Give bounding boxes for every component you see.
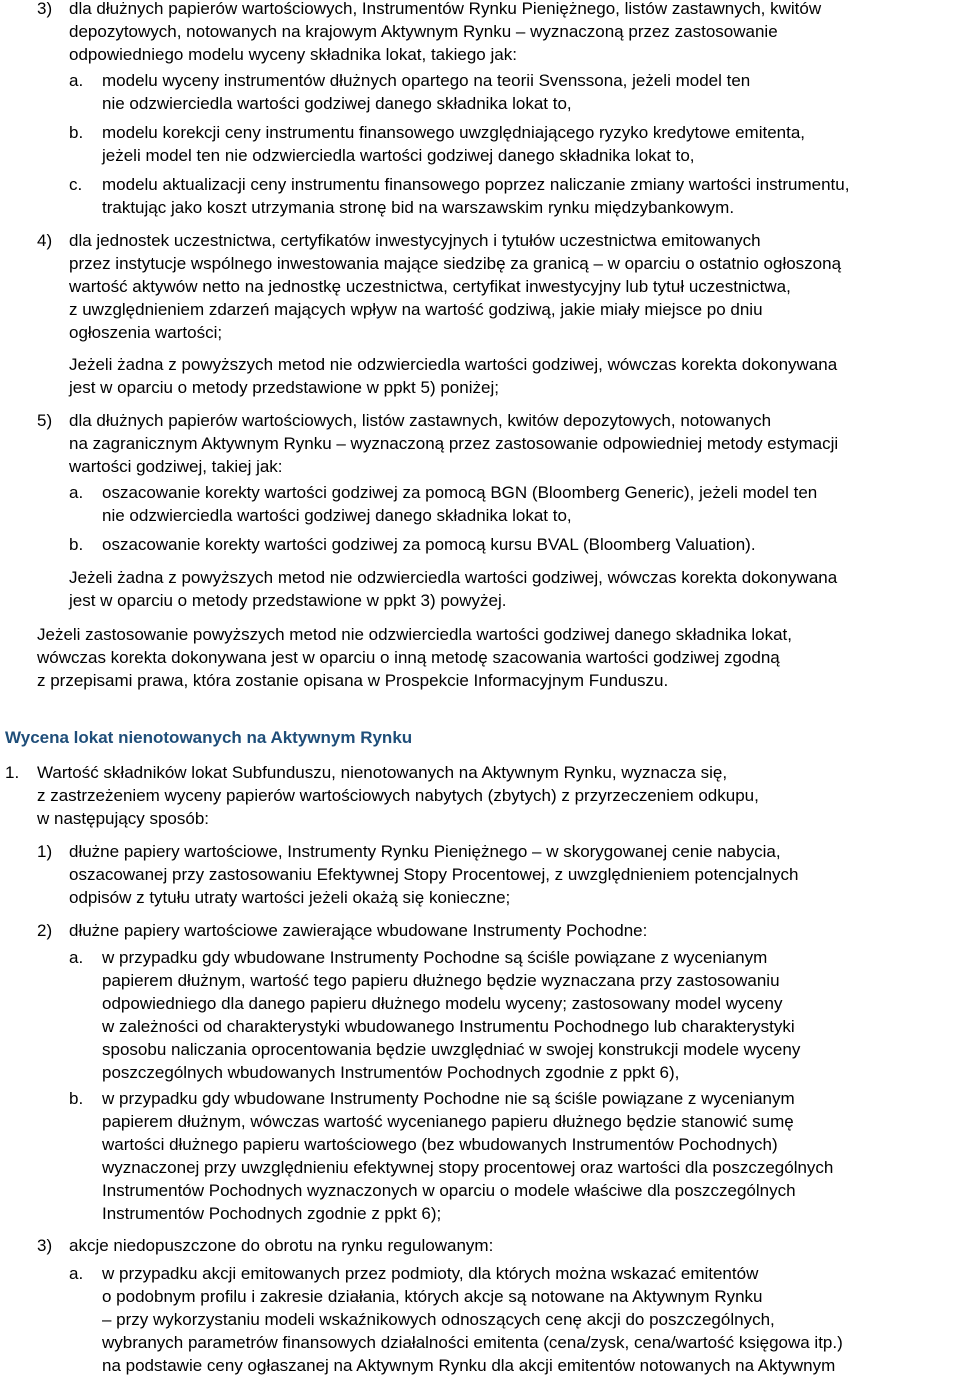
sub-item-text: modelu wyceny instrumentów dłużnych opartego na teorii Svenssona, jeżeli model ten nie odzwierciedla wartości godziwej danego składnika lokat to, xyxy=(102,71,751,113)
list-number: 1. xyxy=(5,763,20,782)
sub-item-text: oszacowanie korekty wartości godziwej za pomocą kursu BVAL (Bloomberg Valuation). xyxy=(102,535,756,554)
note-paragraph: Jeżeli żadna z powyższych metod nie odzwierciedla wartości godziwej, wówczas korekta dokonywana jest w oparciu o metody przedstawione w ppkt 3) powyżej. xyxy=(69,568,838,610)
sub-letter: b. xyxy=(69,1089,84,1108)
sub-letter: c. xyxy=(69,175,83,194)
sub-item-text: oszacowanie korekty wartości godziwej za pomocą BGN (Bloomberg Generic), jeżeli model ten nie odzwierciedla wartości godziwej danego składnika lokat to, xyxy=(102,483,818,525)
sub-letter: b. xyxy=(69,535,84,554)
list-item-text: dłużne papiery wartościowe, Instrumenty Rynku Pieniężnego – w skorygowanej cenie nabycia, oszacowanej przy zastosowaniu Efektywnej Stopy Procentowej, z uwzględnieniem potencjalnych odpisów z tytułu utraty wartości jeżeli okażą się konieczne; xyxy=(69,842,799,907)
sub-item-text: modelu korekcji ceny instrumentu finansowego uwzględniającego ryzyko kredytowe emitenta, jeżeli model ten nie odzwierciedla wartości godziwej danego składnika lokat to, xyxy=(102,123,806,165)
sub-item-text: w przypadku gdy wbudowane Instrumenty Pochodne są ściśle powiązane z wycenianym papierem dłużnym, wartość tego papieru dłużnego będzie wyznaczana przy zastosowaniu odpowiedniego dla danego papieru dłużnego modelu wyceny; zastosowany model wyceny w zależności od charakterystyki wbudowanego Instrumentu Pochodnego lub charakterystyki sposobu naliczania oprocentowania będzie uwzględniać w swojej konstrukcji modele wyceny poszczególnych wbudowanych Instrumentów Pochodnych zgodnie z ppkt 6), xyxy=(102,948,801,1082)
list-number: 3) xyxy=(37,1236,53,1255)
list-number: 3) xyxy=(37,0,53,18)
list-number: 4) xyxy=(37,231,53,250)
list-number: 1) xyxy=(37,842,53,861)
list-item-text: dla dłużnych papierów wartościowych, listów zastawnych, kwitów depozytowych, notowanych na zagranicznym Aktywnym Rynku – wyznaczoną przez zastosowanie odpowiedniej metody estymacji wartości godziwej, takiej jak: xyxy=(69,411,839,476)
sub-letter: a. xyxy=(69,1264,84,1283)
sub-letter: a. xyxy=(69,71,84,90)
list-item-text: Wartość składników lokat Subfunduszu, nienotowanych na Aktywnym Rynku, wyznacza się, z zastrzeżeniem wyceny papierów wartościowych nabytych (zbytych) z przyrzeczeniem odkupu, w następujący sposób: xyxy=(37,763,759,828)
sub-item-text: w przypadku akcji emitowanych przez podmioty, dla których można wskazać emitentów o podobnym profilu i zakresie działania, których akcje są notowane na Aktywnym Rynku – przy wykorzystaniu modeli wskaźnikowych odnoszących cenę akcji do poszczególnych, wybranych parametrów finansowych działalności emitenta (cena/zysk, cena/wartość księgowa itp.) na podstawie ceny ogłaszanej na Aktywnym Rynku dla akcji emitentów notowanych na Aktywnym xyxy=(102,1264,843,1375)
note-paragraph: Jeżeli żadna z powyższych metod nie odzwierciedla wartości godziwej, wówczas korekta dokonywana jest w oparciu o metody przedstawione w ppkt 5) poniżej; xyxy=(69,355,838,397)
sub-item-text: modelu aktualizacji ceny instrumentu finansowego poprzez naliczanie zmiany wartości instrumentu, traktując jako koszt utrzymania stronę bid na warszawskim rynku międzybankowym. xyxy=(102,175,850,217)
sub-letter: a. xyxy=(69,483,84,502)
list-number: 5) xyxy=(37,411,53,430)
sub-item-text: w przypadku gdy wbudowane Instrumenty Pochodne nie są ściśle powiązane z wycenianym papierem dłużnym, wówczas wartość wycenianego papieru dłużnego będzie stanowić sumę wartości dłużnego papieru wartościowego (bez wbudowanych Instrumentów Pochodnych) wyznaczonej przy uwzględnieniu efektywnej stopy procentowej oraz wartości dla poszczególnych Instrumentów Pochodnych wyznaczonych w oparciu o modele właściwe dla poszczególnych Instrumentów Pochodnych zgodnie z ppkt 6); xyxy=(102,1089,834,1223)
closing-paragraph: Jeżeli zastosowanie powyższych metod nie odzwierciedla wartości godziwej danego składnika lokat, wówczas korekta dokonywana jest w oparciu o inną metodę szacowania wartości godziwej zgodną z przepisami prawa, która zostanie opisana w Prospekcie Informacyjnym Funduszu. xyxy=(37,625,792,690)
sub-letter: a. xyxy=(69,948,84,967)
section-heading: Wycena lokat nienotowanych na Aktywnym Rynku xyxy=(5,728,413,747)
list-item-text: dla dłużnych papierów wartościowych, Instrumentów Rynku Pieniężnego, listów zastawnych, kwitów depozytowych, notowanych na krajowym Aktywnym Rynku – wyznaczoną przez zastosowanie odpowiedniego modelu wyceny składnika lokat, takiego jak: xyxy=(69,0,822,64)
list-item-text: akcje niedopuszczone do obrotu na rynku regulowanym: xyxy=(69,1236,494,1255)
sub-letter: b. xyxy=(69,123,84,142)
list-number: 2) xyxy=(37,921,53,940)
list-item-text: dłużne papiery wartościowe zawierające wbudowane Instrumenty Pochodne: xyxy=(69,921,648,940)
list-item-text: dla jednostek uczestnictwa, certyfikatów inwestycyjnych i tytułów uczestnictwa emitowanych przez instytucje wspólnego inwestowania mające siedzibę za granicą – w oparciu o ostatnio ogłoszoną wartość aktywów netto na jednostkę uczestnictwa, certyfikat inwestycyjny lub tytuł uczestnictwa, z uwzględnieniem zdarzeń mających wpływ na wartość godziwą, jakie miały miejsce po dniu ogłoszenia wartości; xyxy=(69,231,842,342)
